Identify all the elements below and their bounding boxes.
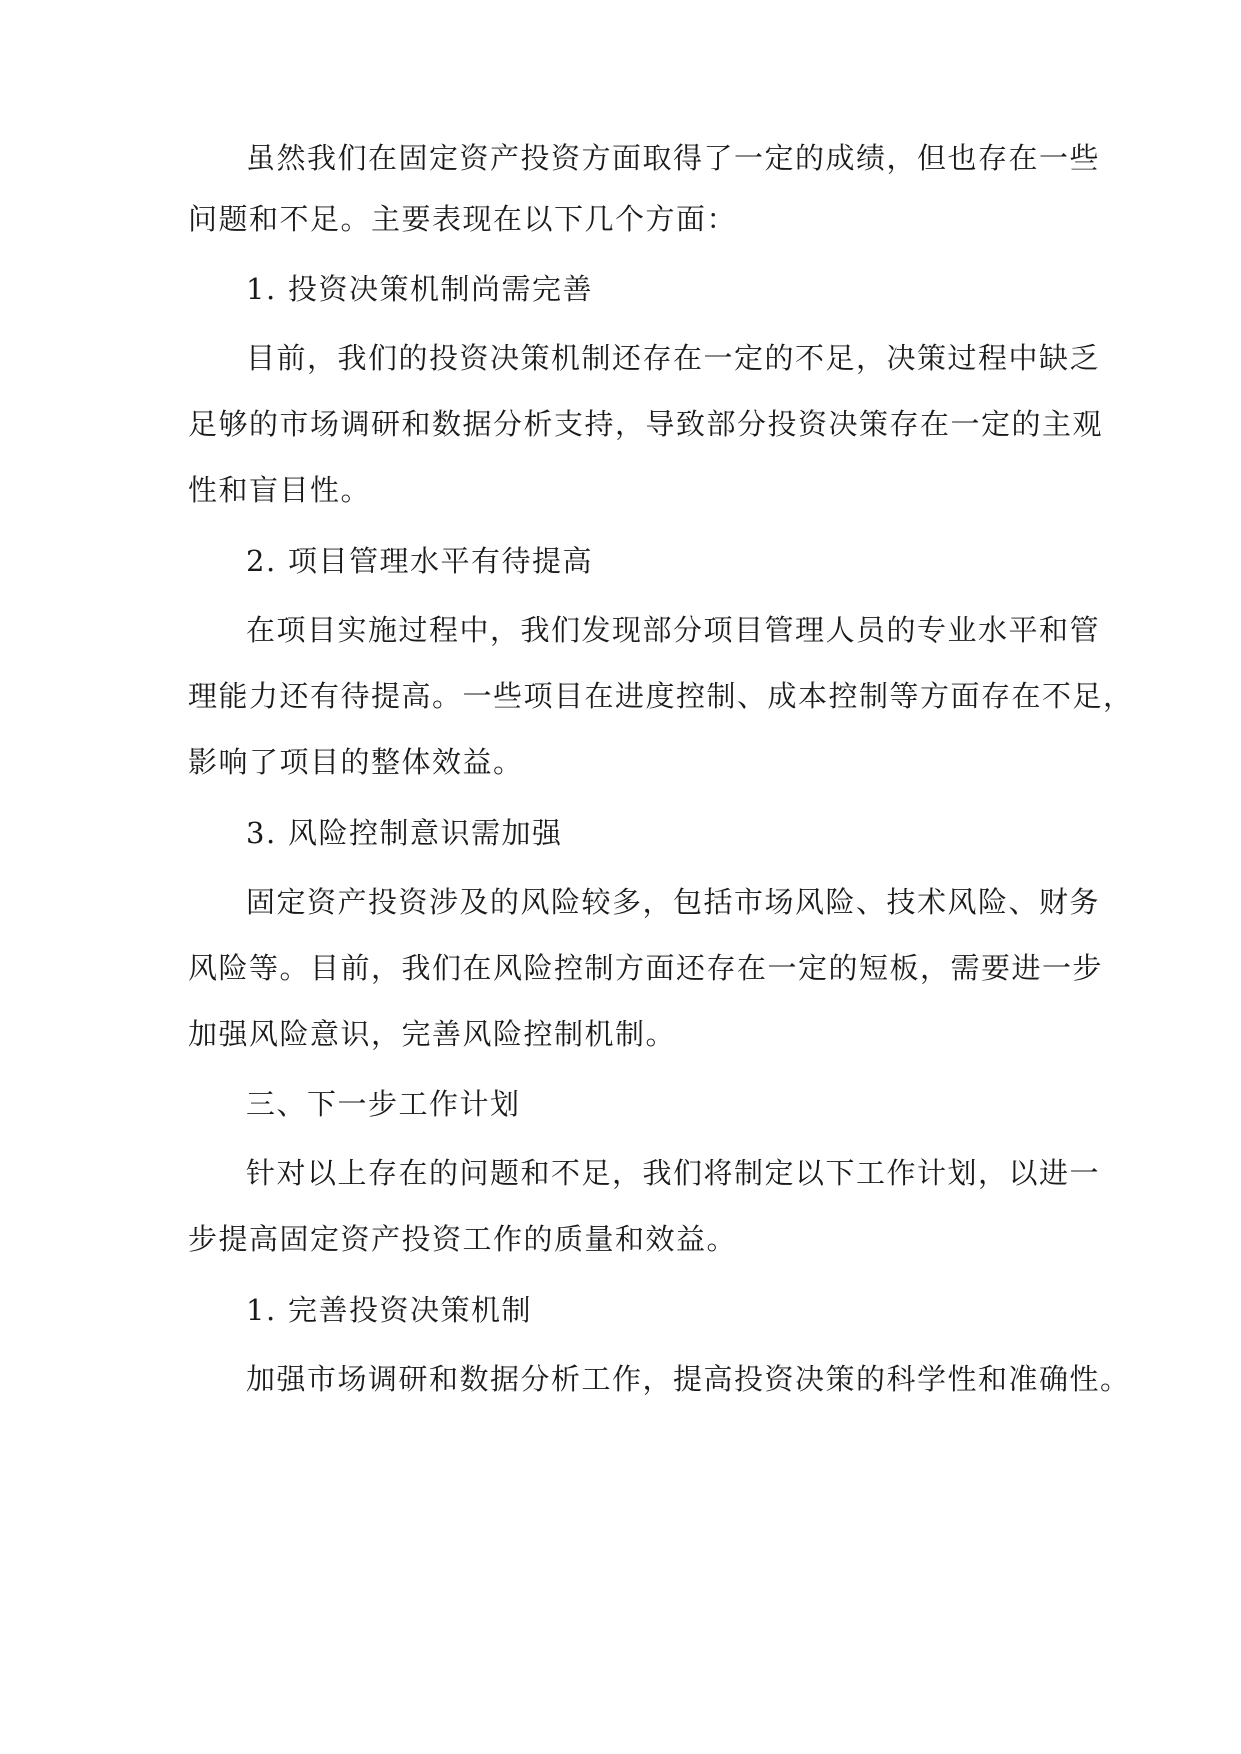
list-heading — [246, 1290, 532, 1330]
list-number: 1. — [246, 272, 277, 306]
paragraph-line: 风险等。目前，我们在风险控制方面还存在一定的短板，需要进一步 — [188, 951, 1104, 985]
paragraph-line: 虽然我们在固定资产投资方面取得了一定的成绩，但也存在一些 — [246, 141, 1101, 175]
paragraph-line: 在项目实施过程中，我们发现部分项目管理人员的专业水平和管 — [246, 613, 1101, 647]
paragraph-line: 加强市场调研和数据分析工作，提高投资决策的科学性和准确性。 — [246, 1362, 1131, 1396]
list-heading — [246, 269, 593, 309]
paragraph-line: 问题和不足。主要表现在以下几个方面： — [188, 202, 738, 236]
list-heading — [246, 813, 563, 853]
list-number: 2. — [246, 544, 277, 578]
paragraph-line: 理能力还有待提高。一些项目在进度控制、成本控制等方面存在不足， — [188, 679, 1134, 713]
list-heading-text: 项目管理水平有待提高 — [288, 544, 594, 578]
paragraph-line: 足够的市场调研和数据分析支持，导致部分投资决策存在一定的主观 — [188, 407, 1104, 441]
paragraph-line: 固定资产投资涉及的风险较多，包括市场风险、技术风险、财务 — [246, 885, 1101, 919]
list-heading-text: 风险控制意识需加强 — [288, 816, 563, 850]
paragraph-line: 步提高固定资产投资工作的质量和效益。 — [188, 1222, 738, 1256]
paragraph-line: 影响了项目的整体效益。 — [188, 745, 524, 779]
paragraph-line: 针对以上存在的问题和不足，我们将制定以下工作计划，以进一 — [246, 1156, 1101, 1190]
section-heading: 三、下一步工作计划 — [246, 1087, 521, 1121]
list-heading-text: 完善投资决策机制 — [288, 1293, 533, 1327]
paragraph-line: 目前，我们的投资决策机制还存在一定的不足，决策过程中缺乏 — [246, 341, 1101, 375]
paragraph-line: 性和盲目性。 — [188, 473, 372, 507]
list-number: 3. — [246, 816, 277, 850]
list-heading-text: 投资决策机制尚需完善 — [288, 272, 594, 306]
list-number: 1. — [246, 1293, 277, 1327]
paragraph-line: 加强风险意识，完善风险控制机制。 — [188, 1017, 677, 1051]
list-heading — [246, 541, 593, 581]
